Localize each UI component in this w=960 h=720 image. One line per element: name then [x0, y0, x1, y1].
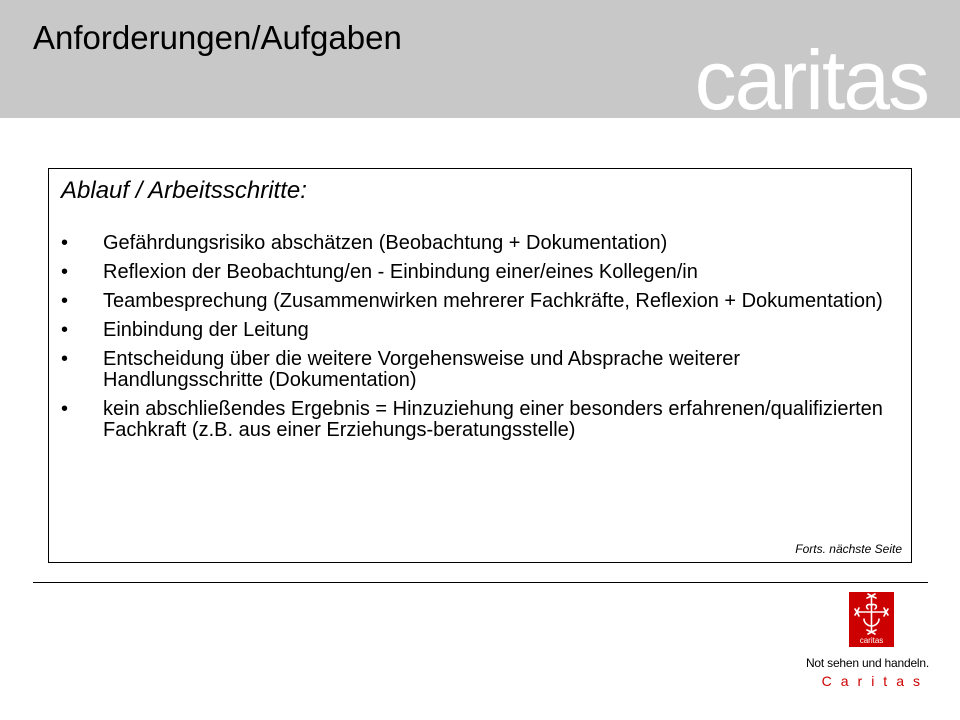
list-item: [61, 320, 891, 341]
page-title: Anforderungen/Aufgaben: [33, 19, 402, 56]
content-box: [48, 168, 912, 563]
bullet-icon: •: [61, 232, 69, 254]
list-item-text: Teambesprechung (Zusammenwirken mehrerer Fachkräfte, Reflexion + Dokumentation): [103, 290, 883, 312]
list-item-text: Gefährdungsrisiko abschätzen (Beobachtung + Dokumentation): [103, 232, 668, 254]
logo-text: caritas: [859, 636, 884, 645]
header-brand-wordmark: caritas: [694, 33, 928, 127]
steps-list: [61, 233, 891, 449]
list-item: [61, 291, 891, 312]
bullet-icon: •: [61, 398, 69, 420]
brand-name: Caritas: [821, 673, 929, 689]
divider-line: [33, 582, 928, 583]
list-item-text: Einbindung der Leitung: [103, 319, 309, 341]
caritas-logo-icon: [849, 592, 894, 647]
continuation-note: Forts. nächste Seite: [795, 542, 902, 556]
list-item: [61, 399, 891, 441]
list-item: [61, 233, 891, 254]
bullet-icon: •: [61, 348, 69, 370]
bullet-icon: •: [61, 261, 69, 283]
list-item-text: kein abschließendes Ergebnis = Hinzuziehung einer besonders erfahrenen/qualifizierten Fachkraft (z.B. aus einer Erziehungs-beratungsstelle): [103, 398, 883, 441]
header-band: [0, 0, 960, 127]
section-subheading: Ablauf / Arbeitsschritte:: [61, 177, 307, 204]
bullet-icon: •: [61, 290, 69, 312]
bullet-icon: •: [61, 319, 69, 341]
list-item: [61, 262, 891, 283]
tagline: Not sehen und handeln.: [805, 656, 929, 670]
list-item-text: Entscheidung über die weitere Vorgehensweise und Absprache weiterer Handlungsschritte (Dokumentation): [103, 348, 741, 391]
list-item-text: Reflexion der Beobachtung/en - Einbindung einer/eines Kollegen/in: [103, 261, 698, 283]
list-item: [61, 349, 891, 391]
